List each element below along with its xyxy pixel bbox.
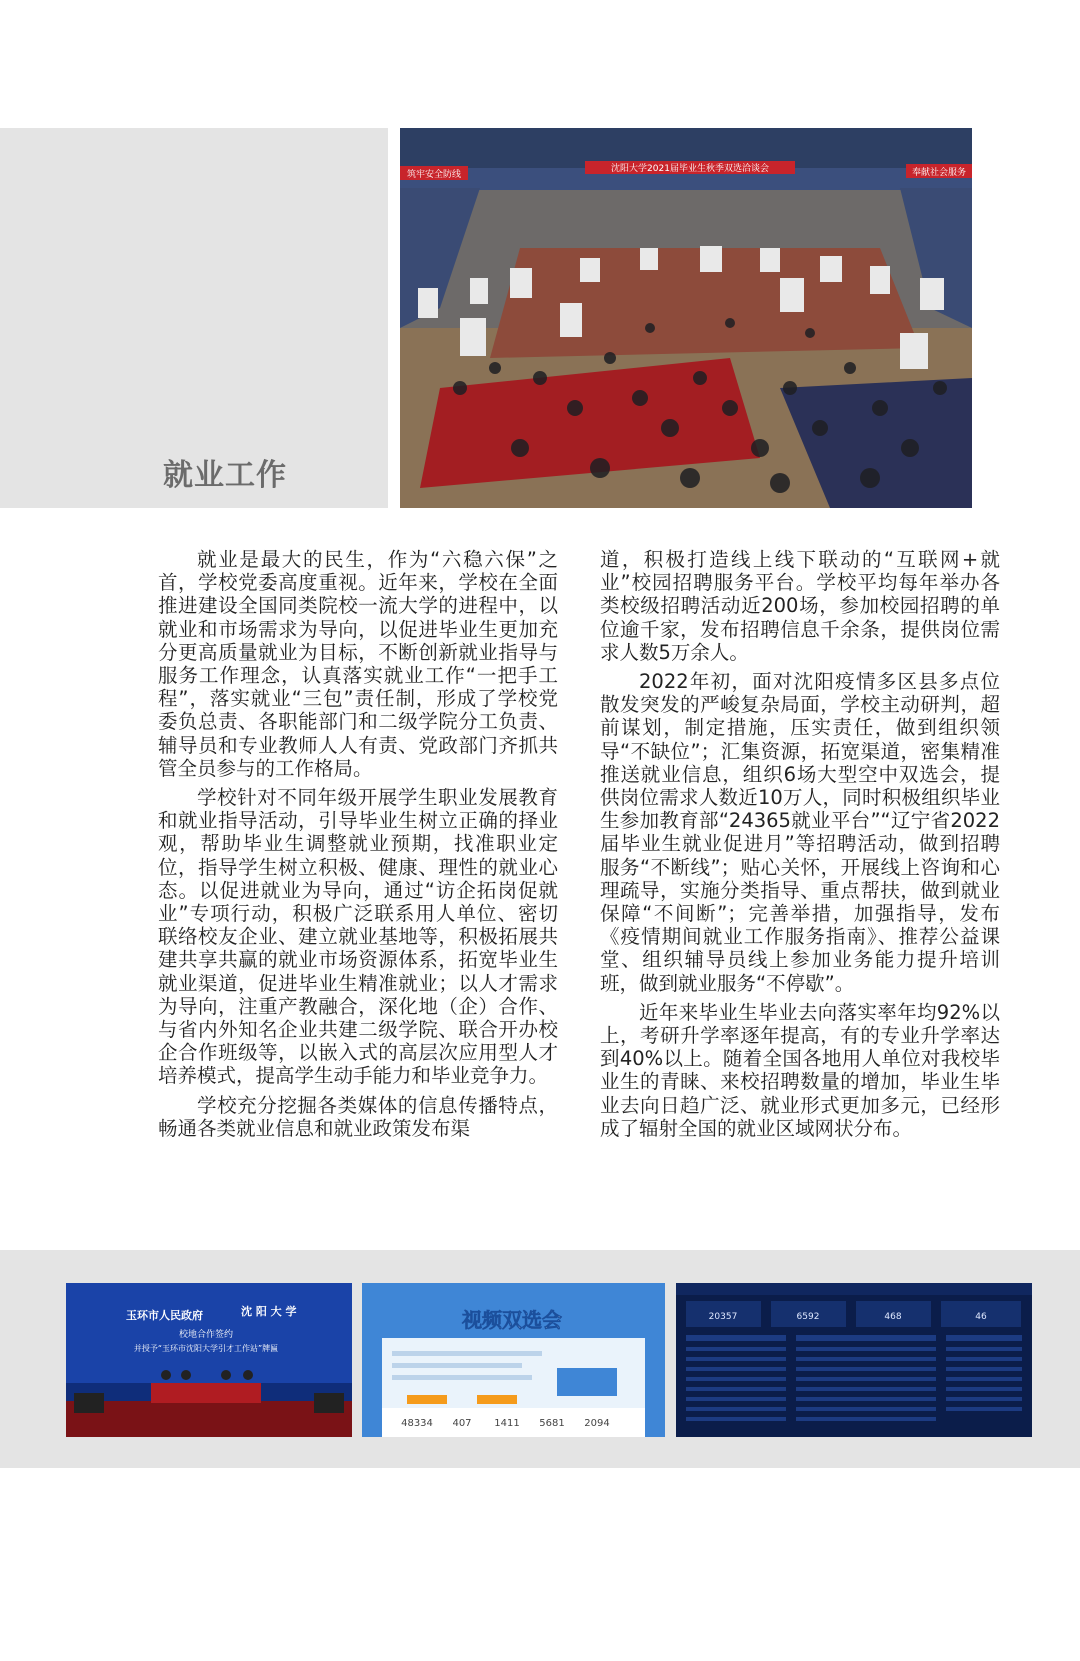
thumb2-title: 视频双选会 [462,1308,562,1332]
thumb2-stat: 407 [452,1418,472,1429]
signing-ceremony-photo [66,1283,352,1437]
employment-dashboard-screenshot [676,1283,1032,1437]
paragraph-continued: 道，积极打造线上线下联动的“互联网+就业”校园招聘服务平台。学校平均每年举办各类校级招聘活动近200场，参加校园招聘的单位逾千家，发布招聘信息千余条，提供岗位需求人数5万余人。 [600,548,1000,664]
thumb3-stat: 468 [884,1312,902,1322]
hero-left-banner: 筑牢安全防线 [406,170,462,180]
thumb3-stat: 20357 [708,1312,738,1322]
thumb2-stat: 5681 [539,1418,565,1429]
thumb2-stat: 48334 [401,1418,433,1429]
thumb2-stat: 1411 [494,1418,520,1429]
section-title: 就业工作 [163,458,287,493]
hero-right-banner: 奉献社会服务 [911,168,967,178]
paragraph: 2022年初，面对沈阳疫情多区县多点位散发突发的严峻复杂局面，学校主动研判，超前谋划，制定措施，压实责任，做到组织领导“不缺位”；汇集资源，拓宽渠道，密集精准推送就业信息，组织6场大型空中双选会，提供岗位需求人数近10万人，同时积极组织毕业生参加教育部“24365就业平台”“辽宁省2022届毕业生就业促进月”等招聘活动，做到招聘服务“不断线”；贴心关怀，开展线上咨询和心理疏导，实施分类指导、重点帮扶，做到就业保障“不间断”；完善举措，加强指导，发布《疫情期间就业工作服务指南》、推荐公益课堂、组织辅导员线上参加业务能力提升培训班，做到就业服务“不停歇”。 [600,670,1000,995]
paragraph: 学校充分挖掘各类媒体的信息传播特点，畅通各类就业信息和就业政策发布渠 [158,1093,558,1140]
thumb2-stat: 2094 [584,1418,610,1429]
paragraph: 近年来毕业生毕业去向落实率年均92%以上，考研升学率逐年提高，有的专业升学率达到40%以上。随着全国各地用人单位对我校毕业生的青睐、来校招聘数量的增加，毕业生毕业去向日趋广泛、就业形式更加多元，已经形成了辐射全国的就业区域网状分布。 [600,1000,1000,1140]
thumb3-stat: 46 [975,1312,987,1322]
thumb3-stat: 6592 [796,1312,820,1322]
video-job-fair-screenshot [362,1283,665,1437]
thumb1-line2: 沈 阳 大 学 [241,1305,297,1318]
paragraph: 就业是最大的民生，作为“六稳六保”之首，学校党委高度重视。近年来，学校在全面推进建设全国同类院校一流大学的进程中，以就业和市场需求为导向，以促进毕业生更加充分更高质量就业为目标，不断创新就业指导与服务工作理念，认真落实就业工作“一把手工程”，落实就业“三包”责任制，形成了学校党委负总责、各职能部门和二级学院分工负责、辅导员和专业教师人人有责、党政部门齐抓共管全员参与的工作格局。 [158,548,558,780]
thumb1-line3: 校地合作签约 [178,1330,234,1340]
thumb1-line4: 并授予“玉环市沈阳大学引才工作站”牌匾 [133,1344,279,1353]
body-left-column [158,548,558,1146]
body-right-column [600,548,1000,1146]
paragraph: 学校针对不同年级开展学生职业发展教育和就业指导活动，引导毕业生树立正确的择业观，帮助毕业生调整就业预期，找准职业定位，指导学生树立积极、健康、理性的就业心态。以促进就业为导向，通过“访企拓岗促就业”专项行动，积极广泛联系用人单位、密切联络校友企业、建立就业基地等，积极拓展共建共享共赢的就业市场资源体系，拓宽毕业生就业渠道，促进毕业生精准就业；以人才需求为导向，注重产教融合，深化地（企）合作、与省内外知名企业共建二级学院、联合开办校企合作班级等，以嵌入式的高层次应用型人才培养模式，提高学生动手能力和毕业竞争力。 [158,786,558,1088]
hero-banner-text: 沈阳大学2021届毕业生秋季双选洽谈会 [611,164,769,174]
job-fair-photo [400,128,972,508]
thumb1-line1: 玉环市人民政府 [126,1309,203,1322]
